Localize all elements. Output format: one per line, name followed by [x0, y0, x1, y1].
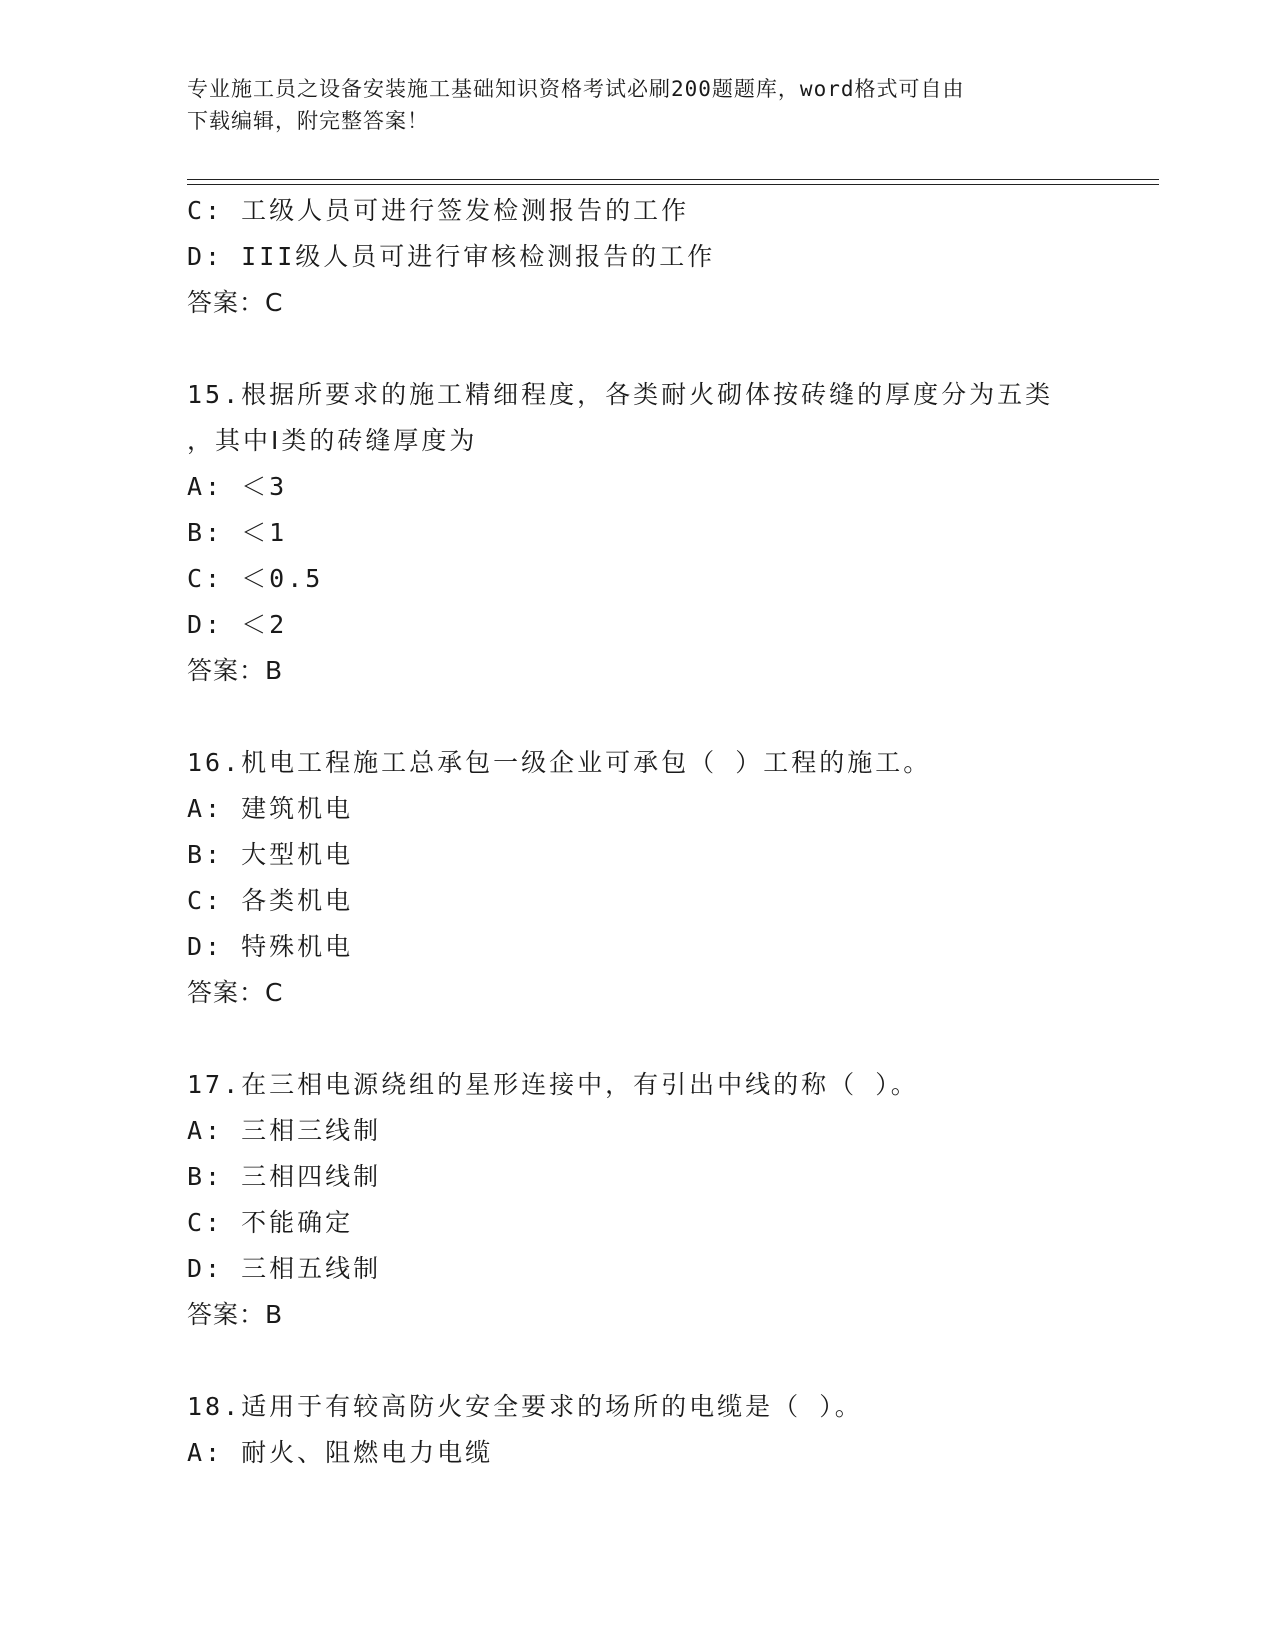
answer-line: 答案：B — [187, 656, 284, 685]
question-14-continued — [187, 188, 1147, 326]
answer-line: 答案：C — [187, 978, 284, 1007]
option-a: A: 耐火、阻燃电力电缆 — [187, 1438, 494, 1467]
question-text: 18.适用于有较高防火安全要求的场所的电缆是（ ）。 — [187, 1392, 863, 1421]
option-d: D: ＜2 — [187, 610, 288, 639]
question-text: 16.机电工程施工总承包一级企业可承包（ ）工程的施工。 — [187, 748, 932, 777]
header-line-2: 下载编辑，附完整答案！ — [187, 109, 429, 133]
question-text-continued: ，其中Ⅰ类的砖缝厚度为 — [187, 426, 478, 455]
question-list — [187, 188, 1147, 1476]
option-a: A: 三相三线制 — [187, 1116, 382, 1145]
header-divider-bottom — [187, 184, 1159, 185]
question-text: 15.根据所要求的施工精细程度，各类耐火砌体按砖缝的厚度分为五类 — [187, 380, 1054, 409]
option-a: A: ＜3 — [187, 472, 288, 501]
option-d: D: 三相五线制 — [187, 1254, 382, 1283]
option-b: B: ＜1 — [187, 518, 288, 547]
option-b: B: 大型机电 — [187, 840, 354, 869]
option-b: B: 三相四线制 — [187, 1162, 382, 1191]
option-c: C: 不能确定 — [187, 1208, 354, 1237]
option-c: C: ＜0.5 — [187, 564, 324, 593]
answer-line: 答案：B — [187, 1300, 284, 1329]
header-divider-top — [187, 179, 1159, 180]
spacer — [187, 694, 1147, 740]
spacer — [187, 326, 1147, 372]
question-18 — [187, 1384, 1147, 1476]
question-text: 17.在三相电源绕组的星形连接中，有引出中线的称（ ）。 — [187, 1070, 919, 1099]
question-17 — [187, 1062, 1147, 1338]
option-d: D: 特殊机电 — [187, 932, 354, 961]
spacer — [187, 1338, 1147, 1384]
option-a: A: 建筑机电 — [187, 794, 354, 823]
document-header — [187, 73, 1087, 137]
option-c: C: 各类机电 — [187, 886, 354, 915]
question-15 — [187, 372, 1147, 694]
option-d: D: III级人员可进行审核检测报告的工作 — [187, 242, 716, 271]
answer-line: 答案：C — [187, 288, 284, 317]
header-line-1: 专业施工员之设备安装施工基础知识资格考试必刷200题题库，word格式可自由 — [187, 77, 965, 101]
option-c: C: 工级人员可进行签发检测报告的工作 — [187, 196, 690, 225]
spacer — [187, 1016, 1147, 1062]
question-16 — [187, 740, 1147, 1016]
